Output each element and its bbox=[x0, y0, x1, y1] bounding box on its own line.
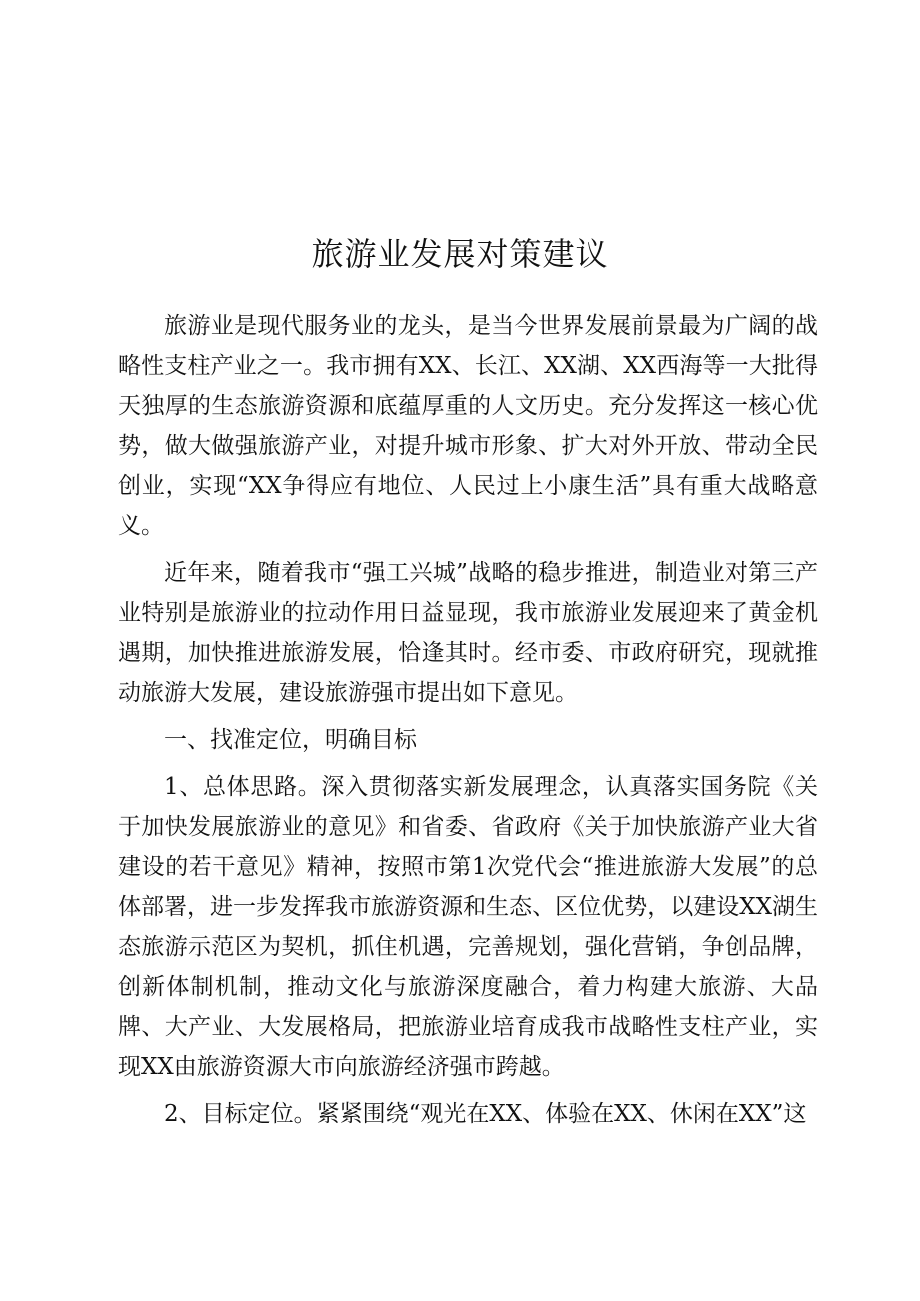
section-heading-positioning: 一、找准定位，明确目标 bbox=[164, 727, 417, 753]
paragraph-background: 近年来，随着我市“强工兴城”战略的稳步推进，制造业对第三产业特别是旅游业的拉动作用日益显现，我市旅游业发展迎来了黄金机遇期，加快推进旅游发展，恰逢其时。经市委、市政府研究，现就推动旅游大发展，建设旅游强市提出如下意见。 bbox=[118, 560, 818, 706]
paragraph-overall-approach: 1、总体思路。深入贯彻落实新发展理念，认真落实国务院《关于加快发展旅游业的意见》和省委、省政府《关于加快旅游产业大省建设的若干意见》精神，按照市第1次党代会“推进旅游大发展”的总体部署，进一步发挥我市旅游资源和生态、区位优势，以建设XX湖生态旅游示范区为契机，抓住机遇，完善规划，强化营销，争创品牌，创新体制机制，推动文化与旅游深度融合，着力构建大旅游、大品牌、大产业、大发展格局，把旅游业培育成我市战略性支柱产业，实现XX由旅游资源大市向旅游经济强市跨越。 bbox=[118, 774, 818, 1080]
document-title: 旅游业发展对策建议 bbox=[311, 235, 609, 274]
paragraph-target-positioning: 2、目标定位。紧紧围绕“观光在XX、体验在XX、休闲在XX”这 bbox=[164, 1101, 807, 1127]
document-body bbox=[118, 306, 818, 1134]
paragraph-intro: 旅游业是现代服务业的龙头，是当今世界发展前景最为广阔的战略性支柱产业之一。我市拥有XX、长江、XX湖、XX西海等一大批得天独厚的生态旅游资源和底蕴厚重的人文历史。充分发挥这一核心优势，做大做强旅游产业，对提升城市形象、扩大对外开放、带动全民创业，实现“XX争得应有地位、人民过上小康生活”具有重大战略意义。 bbox=[118, 313, 818, 539]
